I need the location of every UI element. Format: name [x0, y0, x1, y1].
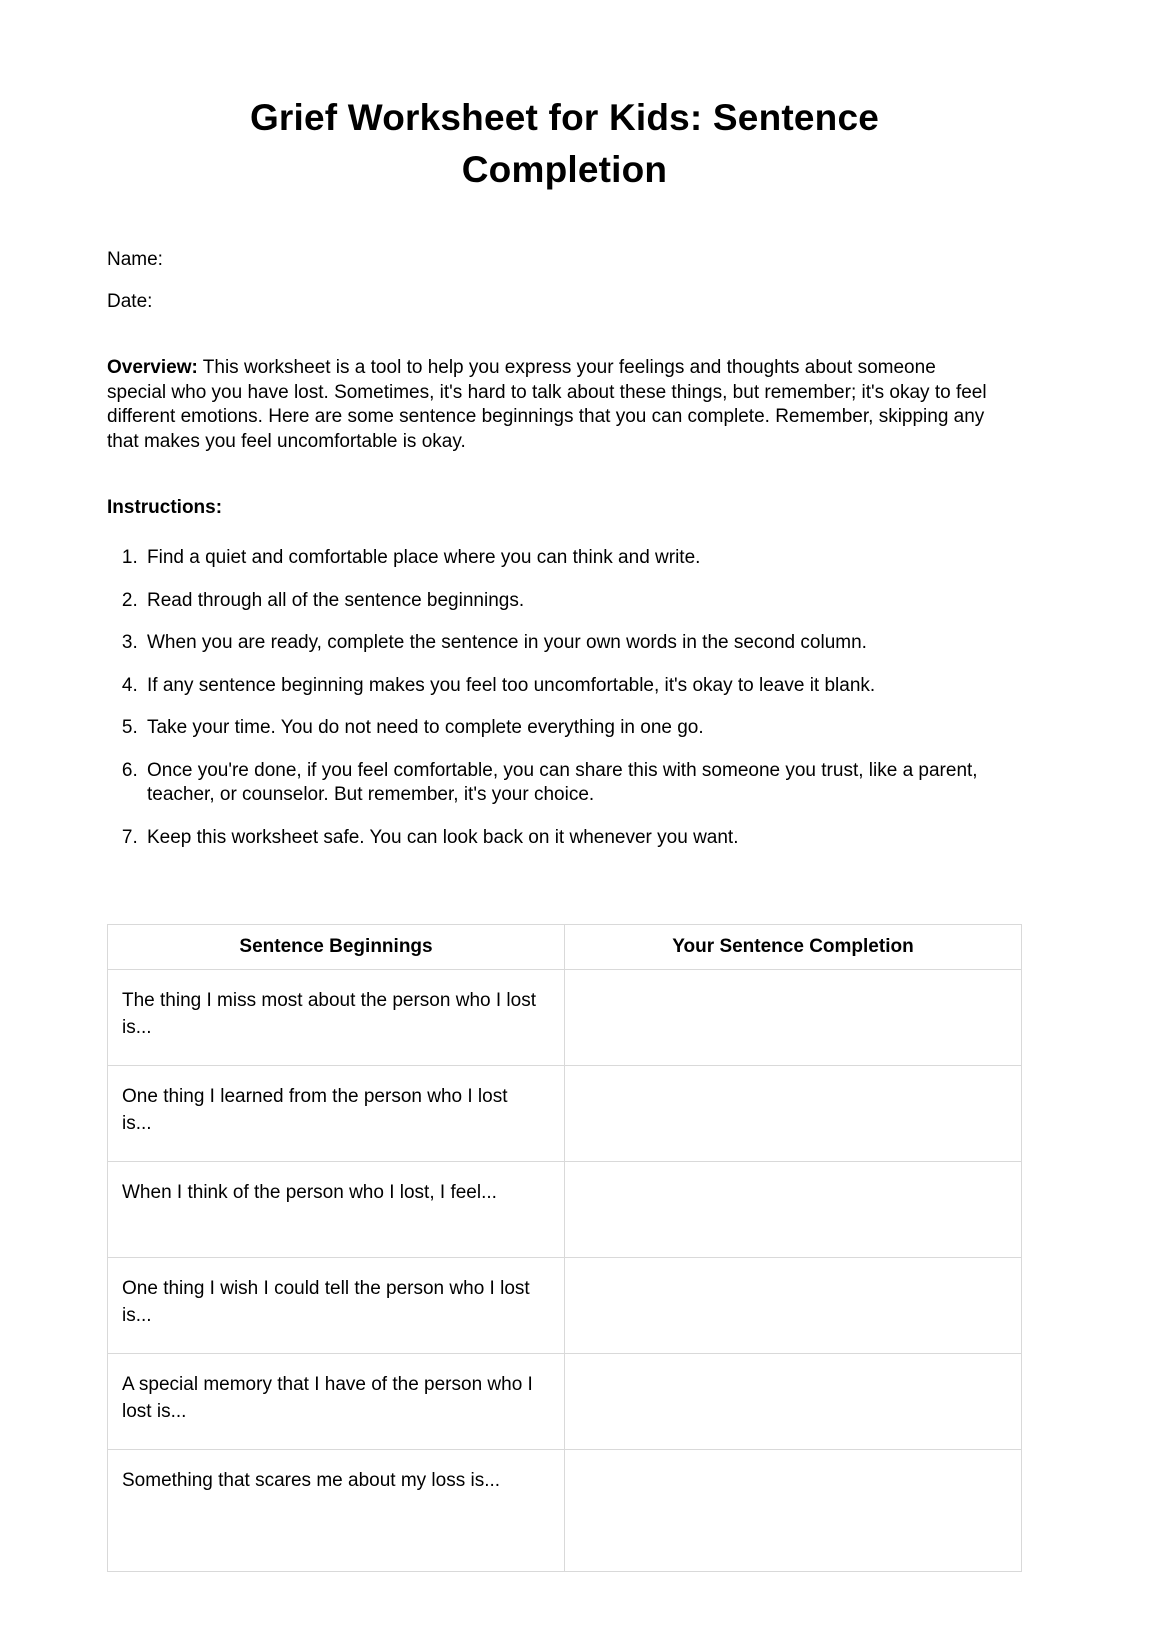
instructions-list [107, 546, 1000, 850]
worksheet-content [107, 0, 1022, 1572]
table-row [108, 1354, 1022, 1450]
overview-paragraph [107, 356, 1000, 454]
table-row [108, 1258, 1022, 1354]
sentence-beginning-cell: When I think of the person who I lost, I feel... [108, 1162, 565, 1258]
instruction-item: 7. Keep this worksheet safe. You can look back on it whenever you want. [143, 826, 1000, 851]
instruction-item: 1. Find a quiet and comfortable place where you can think and write. [143, 546, 1000, 571]
table-row [108, 1450, 1022, 1572]
column-header-your-sentence-completion: Your Sentence Completion [565, 925, 1022, 970]
completion-cell [565, 1066, 1022, 1162]
instructions-heading: Instructions: [107, 497, 223, 518]
overview-label: Overview: [107, 357, 198, 378]
completion-cell [565, 1354, 1022, 1450]
instruction-item: 3. When you are ready, complete the sentence in your own words in the second column. [143, 631, 1000, 656]
instruction-item: 2. Read through all of the sentence beginnings. [143, 589, 1000, 614]
completion-cell [565, 1258, 1022, 1354]
sentence-completion-table [107, 924, 1022, 1572]
sentence-beginning-cell: A special memory that I have of the person who I lost is... [108, 1354, 565, 1450]
instruction-item: 6. Once you're done, if you feel comfortable, you can share this with someone you trust, like a parent, teacher, or counselor. But remember, it's your choice. [143, 759, 1000, 808]
page-title: Grief Worksheet for Kids: Sentence Completion [249, 97, 880, 190]
sentence-beginning-cell: Something that scares me about my loss is... [108, 1450, 565, 1572]
date-field-label: Date: [107, 291, 153, 312]
table-row [108, 1066, 1022, 1162]
table-row [108, 1162, 1022, 1258]
sentence-beginning-cell: The thing I miss most about the person who I lost is... [108, 970, 565, 1066]
sentence-beginning-cell: One thing I wish I could tell the person who I lost is... [108, 1258, 565, 1354]
name-field-label: Name: [107, 249, 163, 270]
table-row [108, 970, 1022, 1066]
instruction-item: 4. If any sentence beginning makes you feel too uncomfortable, it's okay to leave it blank. [143, 674, 1000, 699]
overview-text: This worksheet is a tool to help you express your feelings and thoughts about someone special who you have lost. Sometimes, it's hard to talk about these things, but remember; it's okay to feel different emotions. Here are some sentence beginnings that you can complete. Remember, skipping any that makes you feel uncomfortable is okay. [107, 357, 987, 452]
instruction-item: 5. Take your time. You do not need to complete everything in one go. [143, 716, 1000, 741]
completion-cell [565, 1450, 1022, 1572]
column-header-sentence-beginnings: Sentence Beginnings [108, 925, 565, 970]
sentence-beginning-cell: One thing I learned from the person who I lost is... [108, 1066, 565, 1162]
table-header-row [108, 925, 1022, 970]
completion-cell [565, 1162, 1022, 1258]
completion-cell [565, 970, 1022, 1066]
